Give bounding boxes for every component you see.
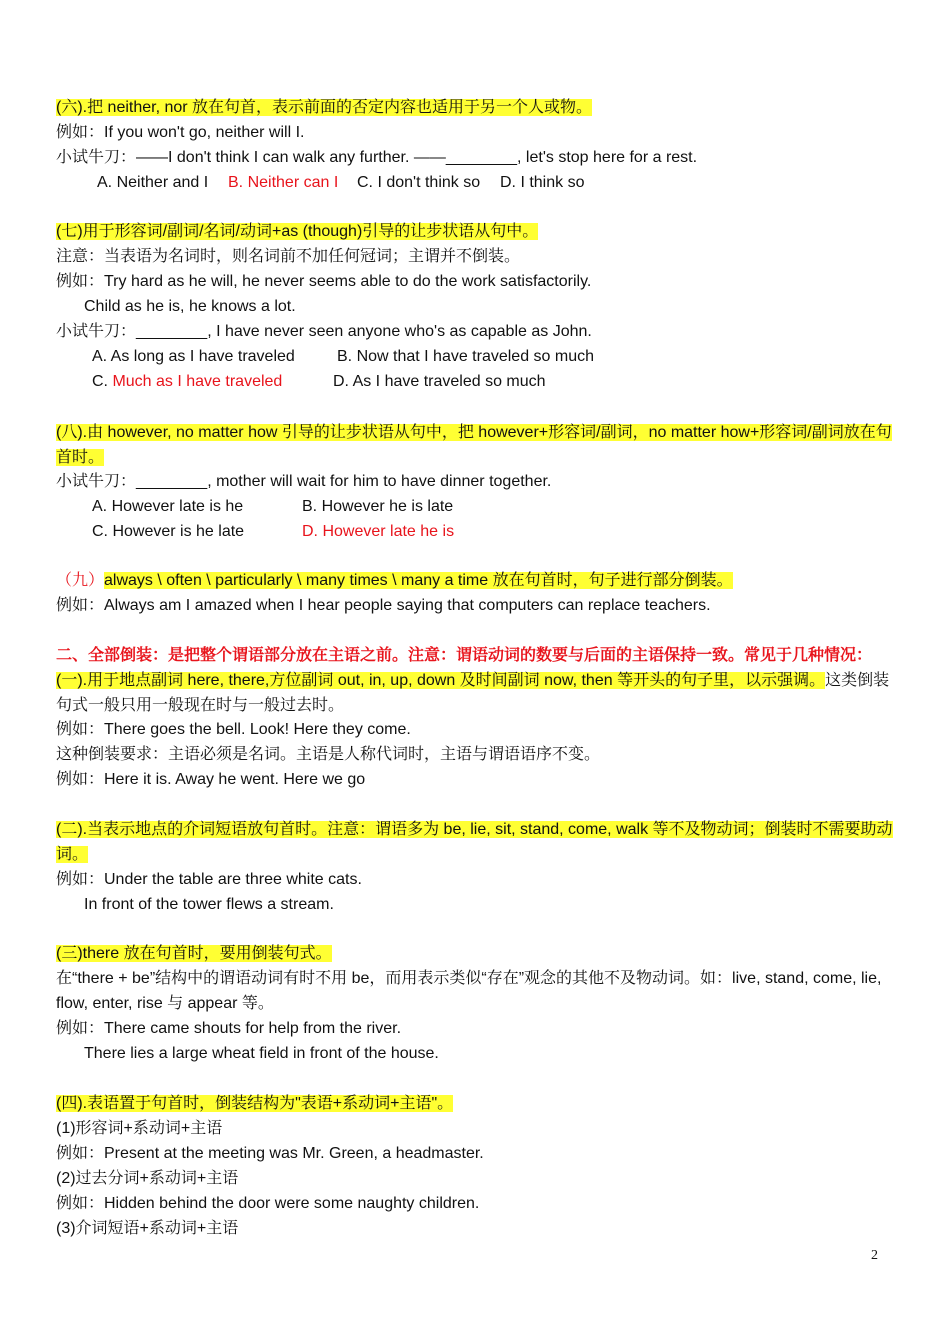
section-7-quiz: 小试牛刀：________, I have never seen anyone who's as capable as John. bbox=[56, 323, 592, 340]
part-2-title: 二、全部倒装：是把整个谓语部分放在主语之前。注意：谓语动词的数要与后面的主语保持一致。常见于几种情况： bbox=[56, 647, 873, 664]
section-7-example-1: 例如：Try hard as he will, he never seems able to do the work satisfactorily. bbox=[56, 273, 592, 290]
part-2-item-3-text: 在“there + be”结构中的谓语动词有时不用 be，而用表示类似“存在”观念的其他不及物动词。如：live, stand, come, lie, flow, enter, rise 与 appear 等。 bbox=[56, 970, 882, 1012]
section-7-note: 注意：当表语为名词时，则名词前不加任何冠词；主谓并不倒装。 bbox=[56, 248, 521, 265]
option-d-answer: D. However late he is bbox=[302, 523, 455, 540]
part-2-item-3-example-1: 例如：There came shouts for help from the river. bbox=[56, 1020, 402, 1037]
option-c: C. I don't think so bbox=[357, 174, 481, 191]
option-b-answer: B. Neither can I bbox=[228, 174, 339, 191]
part-2-item-1-example-2: 例如：Here it is. Away he went. Here we go bbox=[56, 771, 366, 788]
section-7-heading: (七)用于形容词/副词/名词/动词+as (though)引导的让步状语从句中。 bbox=[56, 223, 539, 240]
part-2-item-2-heading: (二).当表示地点的介词短语放句首时。注意：谓语多为 be, lie, sit, stand, come, walk 等不及物动词；倒装时不需要助动词。 bbox=[56, 821, 893, 863]
section-6-quiz: 小试牛刀：——I don't think I can walk any further. ——________, let's stop here for a rest. bbox=[56, 149, 698, 166]
part-2-item-4-sub-2: (2)过去分词+系动词+主语 bbox=[56, 1170, 239, 1187]
option-b: B. Now that I have traveled so much bbox=[337, 348, 595, 365]
part-2-item-2-example-1: 例如：Under the table are three white cats. bbox=[56, 871, 362, 888]
part-2-item-3-example-2: There lies a large wheat field in front of the house. bbox=[84, 1045, 439, 1062]
option-a: A. However late is he bbox=[92, 498, 244, 515]
part-2-item-1-heading: (一).用于地点副词 here, there,方位副词 out, in, up, down 及时间副词 now, then 等开头的句子里，以示强调。这类倒装句式一般只用一般现在时与一般过去时。 bbox=[56, 672, 890, 714]
part-2-item-4-example-2: 例如：Hidden behind the door were some naughty children. bbox=[56, 1195, 480, 1212]
section-6-heading: (六).把 neither, nor 放在句首，表示前面的否定内容也适用于另一个人或物。 bbox=[56, 99, 593, 116]
section-8-quiz: 小试牛刀：________, mother will wait for him to have dinner together. bbox=[56, 473, 552, 490]
part-2-item-1-requirement: 这种倒装要求：主语必须是名词。主语是人称代词时，主语与谓语语序不变。 bbox=[56, 746, 601, 763]
section-8-heading: (八).由 however, no matter how 引导的让步状语从句中，把 however+形容词/副词，no matter how+形容词/副词放在句首时。 bbox=[56, 424, 892, 466]
option-c-answer: Much as I have traveled bbox=[112, 373, 283, 390]
option-c: C. Much as I have traveled bbox=[92, 373, 283, 390]
part-2-item-4-sub-1: (1)形容词+系动词+主语 bbox=[56, 1120, 223, 1137]
option-c: C. However is he late bbox=[92, 523, 245, 540]
part-2-item-4-example-1: 例如：Present at the meeting was Mr. Green, a headmaster. bbox=[56, 1145, 484, 1162]
option-a: A. Neither and I bbox=[97, 174, 209, 191]
section-9-heading: （九）always \ often \ particularly \ many times \ many a time 放在句首时，句子进行部分倒装。 bbox=[56, 572, 733, 589]
option-d: D. As I have traveled so much bbox=[333, 373, 546, 390]
section-9-example: 例如：Always am I amazed when I hear people saying that computers can replace teachers. bbox=[56, 597, 711, 614]
part-2-item-4-heading: (四).表语置于句首时，倒装结构为"表语+系动词+主语"。 bbox=[56, 1095, 454, 1112]
section-7-example-2: Child as he is, he knows a lot. bbox=[84, 298, 296, 315]
option-d: D. I think so bbox=[500, 174, 585, 191]
section-6-example: 例如：If you won't go, neither will I. bbox=[56, 124, 305, 141]
part-2-item-1-example: 例如：There goes the bell. Look! Here they come. bbox=[56, 721, 411, 738]
option-b: B. However he is late bbox=[302, 498, 454, 515]
part-2-item-2-example-2: In front of the tower flews a stream. bbox=[84, 896, 334, 913]
part-2-item-4-sub-3: (3)介词短语+系动词+主语 bbox=[56, 1220, 239, 1237]
page-number: 2 bbox=[871, 1248, 878, 1263]
option-a: A. As long as I have traveled bbox=[92, 348, 295, 365]
part-2-item-3-heading: (三)there 放在句首时，要用倒装句式。 bbox=[56, 945, 332, 962]
